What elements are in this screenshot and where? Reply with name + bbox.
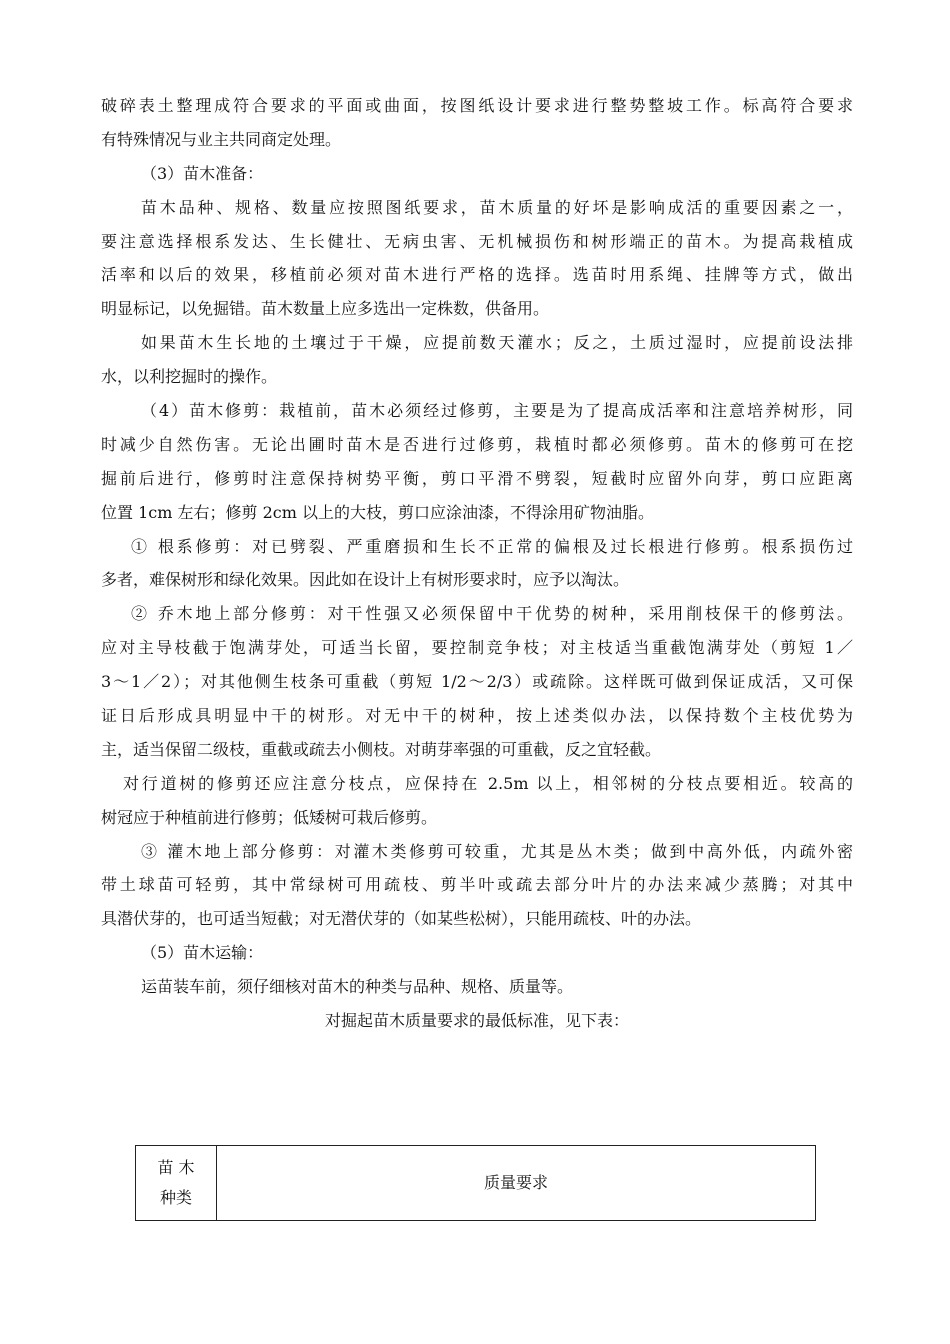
text-line: 水，以利挖掘时的操作。	[101, 367, 278, 387]
text-line: （4）苗木修剪：栽植前，苗木必须经过修剪，主要是为了提高成活率和注意培养树形，同	[141, 401, 853, 421]
text-line: 主，适当保留二级枝，重截或疏去小侧枝。对萌芽率强的可重截，反之宜轻截。	[101, 739, 662, 759]
text-line: 带土球苗可轻剪，其中常绿树可用疏枝、剪半叶或疏去部分叶片的办法来减少蒸腾；对其中	[101, 875, 853, 895]
text-line: 多者，难保树形和绿化效果。因此如在设计上有树形要求时，应予以淘汰。	[101, 570, 630, 590]
text-line: 位置 1cm 左右；修剪 2cm 以上的大枝，剪口应涂油漆，不得涂用矿物油脂。	[101, 502, 654, 522]
text-line: 具潜伏芽的，也可适当短截；对无潜伏芽的（如某些松树），只能用疏枝、叶的办法。	[101, 909, 702, 929]
text-line: 有特殊情况与业主共同商定处理。	[101, 129, 342, 149]
document-body	[101, 93, 853, 1042]
text-line: 对掘起苗木质量要求的最低标准，见下表：	[324, 1011, 629, 1031]
text-line: 对行道树的修剪还应注意分枝点，应保持在 2.5m 以上，相邻树的分枝点要相近。较高的	[123, 773, 853, 793]
text-line: 应对主导枝截于饱满芽处，可适当长留，要控制竞争枝；对主枝适当重截饱满芽处（剪短 1／	[101, 638, 853, 658]
text-line: 证日后形成具明显中干的树形。对无中干的树种，按上述类似办法，以保持数个主枝优势为	[101, 706, 853, 726]
header-quality-requirements: 质量要求	[217, 1146, 816, 1221]
text-line: 如果苗木生长地的土壤过于干燥，应提前数天灌水；反之，土质过湿时，应提前设法排	[141, 333, 853, 353]
text-line: 时减少自然伤害。无论出圃时苗木是否进行过修剪，栽植时都必须修剪。苗木的修剪可在挖	[101, 434, 853, 454]
table-header-row	[136, 1146, 816, 1221]
text-line: 明显标记，以免掘错。苗木数量上应多选出一定株数，供备用。	[101, 299, 550, 319]
header-seedling-type-line1: 苗 木	[157, 1158, 195, 1177]
text-line: ③ 灌木地上部分修剪：对灌木类修剪可较重，尤其是丛木类；做到中高外低，内疏外密	[141, 841, 853, 861]
quality-requirements-table	[135, 1145, 816, 1221]
text-line: 破碎表土整理成符合要求的平面或曲面，按图纸设计要求进行整势整坡工作。标高符合要求	[101, 96, 853, 115]
text-line: （3）苗木准备：	[141, 163, 264, 183]
text-line: 苗木品种、规格、数量应按照图纸要求，苗木质量的好坏是影响成活的重要因素之一，	[141, 197, 853, 217]
text-line: ① 根系修剪：对已劈裂、严重磨损和生长不正常的偏根及过长根进行修剪。根系损伤过	[131, 536, 853, 556]
text-line: ② 乔木地上部分修剪：对干性强又必须保留中干优势的树种，采用削枝保干的修剪法。	[131, 604, 853, 624]
text-line: 3～1／2）；对其他侧生枝条可重截（剪短 1/2～2/3）或疏除。这样既可做到保证成活，又可保	[101, 672, 853, 692]
text-line: （5）苗木运输：	[141, 943, 264, 963]
header-seedling-type-line2: 种类	[159, 1188, 192, 1207]
text-line: 活率和以后的效果，移植前必须对苗木进行严格的选择。选苗时用系绳、挂牌等方式，做出	[101, 265, 853, 285]
text-line: 要注意选择根系发达、生长健壮、无病虫害、无机械损伤和树形端正的苗木。为提高栽植成	[101, 231, 853, 251]
text-line: 掘前后进行，修剪时注意保持树势平衡，剪口平滑不劈裂，短截时应留外向芽，剪口应距离	[101, 468, 853, 488]
text-line: 树冠应于种植前进行修剪；低矮树可栽后修剪。	[101, 807, 438, 827]
header-seedling-type	[136, 1146, 217, 1221]
text-line: 运苗装车前，须仔细核对苗木的种类与品种、规格、质量等。	[141, 977, 574, 997]
